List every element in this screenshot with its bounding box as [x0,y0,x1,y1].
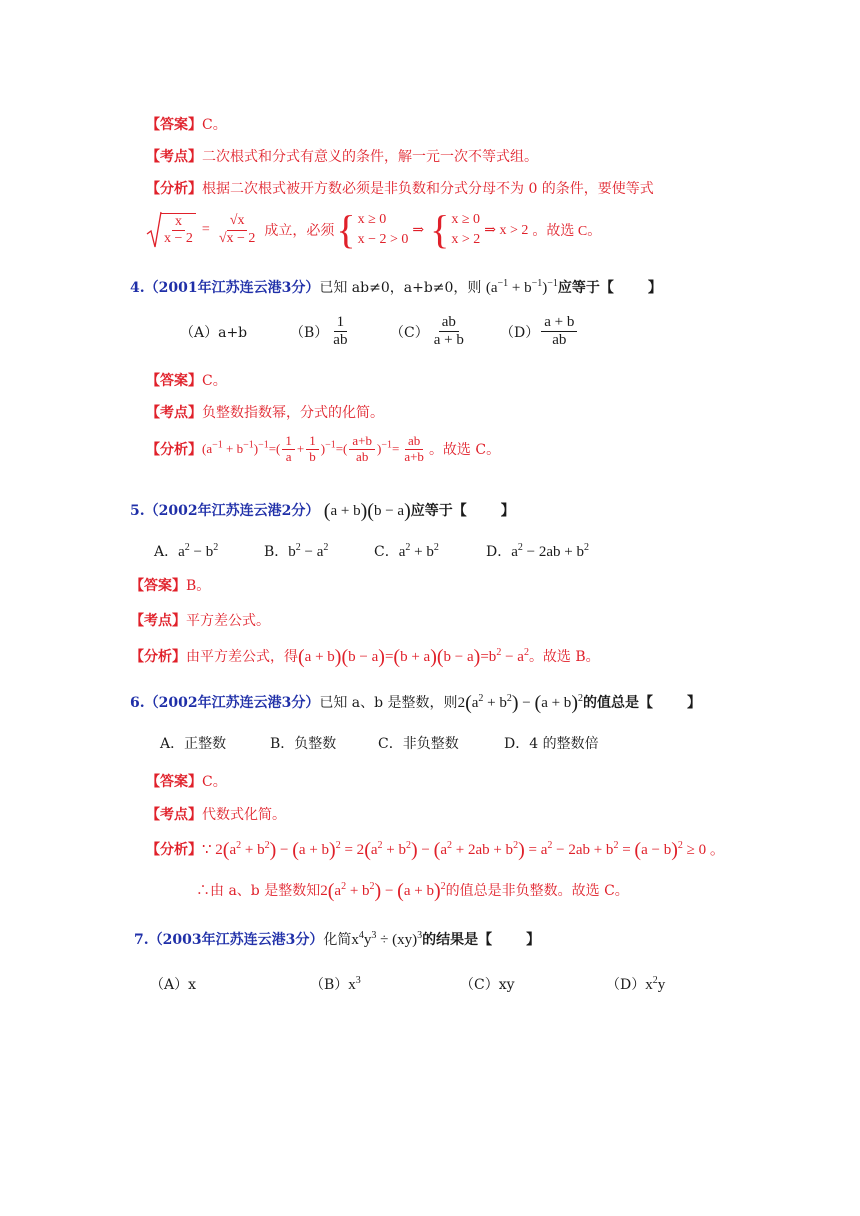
q5-point-line [130,610,270,630]
q7-stem: 7.（2003年江苏连云港3分）化简$x^4y^3 \div (xy)^3$的结果是【 】 [134,930,541,948]
bracket-close: 】 [526,932,541,948]
option-d: （D） $\frac{a + b}{ab}$ [500,314,579,350]
analysis-end: 。故选 B。 [528,649,600,665]
option-a: （A）a+b [180,324,248,341]
question-text-end: 应等于【 [410,503,467,519]
option-d: D．$a^2 - 2ab + b^2$ [486,542,589,560]
analysis-pre: ∴由 a、b 是整数知 [196,883,321,899]
answer-tag: 【答案】 [146,117,202,133]
option-c: （C） $\frac{ab}{a + b}$ [390,314,464,349]
analysis-tag: 【分析】 [146,442,202,459]
option-c: C．$a^2 + b^2$ [374,542,439,560]
q3-analysis-line [146,178,654,198]
option-b: B．负整数 [270,736,337,752]
option-c: （C）xy [460,977,515,993]
answer-tag: 【答案】 [130,578,186,594]
question-number: 6. [130,695,145,711]
question-source: （2002年江苏连云港2分） [144,503,320,519]
q3-analysis-formula: $\frac{x}{x - 2}$ = $\frac{√x}{√x - 2}$ 成立，必须 { x ≥ 0 x − 2 > 0 ⇒ { x ≥ 0 x > 2 ⇒ x > 2 。故选 C。 [146,210,601,250]
answer-value: B。 [186,578,211,594]
question-text-end: 的结果是【 [422,932,493,948]
point-tag: 【考点】 [130,613,186,629]
q6-analysis-line-2: ∴由 a、b 是整数知$2(a^2 + b^2) - (a + b)^2$的值总是非负整数。故选 C。 [196,880,629,902]
q4-analysis-line: 【分析】 $(a^{-1} + b^{-1})^{-1}=$( $\frac{1}{a}$ + $\frac{1}{b}$ )$^{-1}$=( $\frac{a+b}{ab}$ )$^{-1}$= $\frac{ab}{a+b}$ 。故选 C。 [146,433,501,464]
option-b: $(B)x^3$ [310,975,361,993]
point-text: 负整数指数幂，分式的化简。 [202,405,384,421]
q4-answer-line [146,370,227,390]
answer-value: C。 [202,774,227,790]
bracket-close: 】 [647,280,662,296]
analysis-text: 根据二次根式被开方数必须是非负数和分式分母不为 0 的条件，要使等式 [202,181,654,197]
question-text: 化简 [323,932,352,948]
q5-analysis-line: 【分析】由平方差公式，得$(a + b)(b - a)=(b + a)(b - a)=b^2 - a^2$。故选 B。 [130,646,600,668]
q6-answer-line [146,771,227,791]
question-text-end: 的值总是【 [582,695,653,711]
answer-tag: 【答案】 [146,373,202,389]
q6-point-line [146,804,286,824]
q5-answer-line [130,575,210,595]
point-tag: 【考点】 [146,149,202,165]
q3-answer-line [146,114,227,134]
analysis-post: 的值总是非负整数。故选 C。 [445,883,629,899]
answer-value: C。 [202,373,227,389]
option-a: A．正整数 [160,736,227,752]
option-d: $(D)x^2y$ [606,975,666,993]
question-text: 已知 a、b 是整数，则 [319,695,458,711]
q6-stem: 6.（2002年江苏连云港3分）已知 a、b 是整数，则$2(a^2 + b^2) - (a + b)^2$的值总是【 】 [130,692,701,714]
analysis-tag: 【分析】 [130,649,186,665]
question-number: 7. [134,932,149,948]
answer-value: C。 [202,117,227,133]
analysis-end: 。故选 C。 [428,442,501,459]
point-text: 代数式化简。 [202,807,286,823]
bracket-close: 】 [686,695,701,711]
option-b: （B） $\frac{1}{ab}$ [290,314,348,349]
question-text-end: 应等于【 [557,280,614,296]
point-tag: 【考点】 [146,807,202,823]
q6-options [160,733,599,753]
question-source: （2002年江苏连云港3分） [144,695,320,711]
option-c: C．非负整数 [378,736,459,752]
q6-analysis-line: 【分析】∵ $2(a^2 + b^2) - (a + b)^2 = 2(a^2 + b^2) - (a^2 + 2ab + b^2) = a^2 - 2ab + b^2 = (a - b)^2 \ge 0$ 。 [146,839,725,861]
analysis-text: 由平方差公式，得 [186,649,298,665]
question-source: （2001年江苏连云港3分） [144,280,320,296]
conclusion-text: 。故选 C。 [532,224,602,239]
option-d: D．4 的整数倍 [504,736,599,752]
bracket-close: 】 [500,503,515,519]
condition-text: 成立，必须 [264,224,335,239]
q4-point-line [146,402,384,422]
option-a: （A）x [150,977,197,993]
question-source: （2003年江苏连云港3分） [148,932,324,948]
q4-stem: 4.（2001年江苏连云港3分）已知 ab≠0，a+b≠0，则 $(a^{-1} + b^{-1})^{-1}$应等于【 】 [130,278,662,296]
q5-stem: 5.（2002年江苏连云港2分） (a + b)(b − a)应等于【 】 [130,500,515,522]
q5-options [154,541,589,561]
q4-options [180,314,579,350]
q3-point-line [146,146,538,166]
point-text: 二次根式和分式有意义的条件，解一元一次不等式组。 [202,149,538,165]
question-number: 4. [130,280,145,296]
option-b: B．$b^2 - a^2$ [264,542,329,560]
question-text: 已知 ab≠0，a+b≠0，则 [319,280,482,296]
question-number: 5. [130,503,145,519]
sqrt-fraction: $\frac{x}{x - 2}$ [146,210,198,250]
option-a: A．$a^2 - b^2$ [154,542,219,560]
answer-tag: 【答案】 [146,774,202,790]
q7-options [150,974,665,994]
point-tag: 【考点】 [146,405,202,421]
point-text: 平方差公式。 [186,613,270,629]
analysis-tag: 【分析】 [146,842,202,858]
analysis-tag: 【分析】 [146,181,202,197]
